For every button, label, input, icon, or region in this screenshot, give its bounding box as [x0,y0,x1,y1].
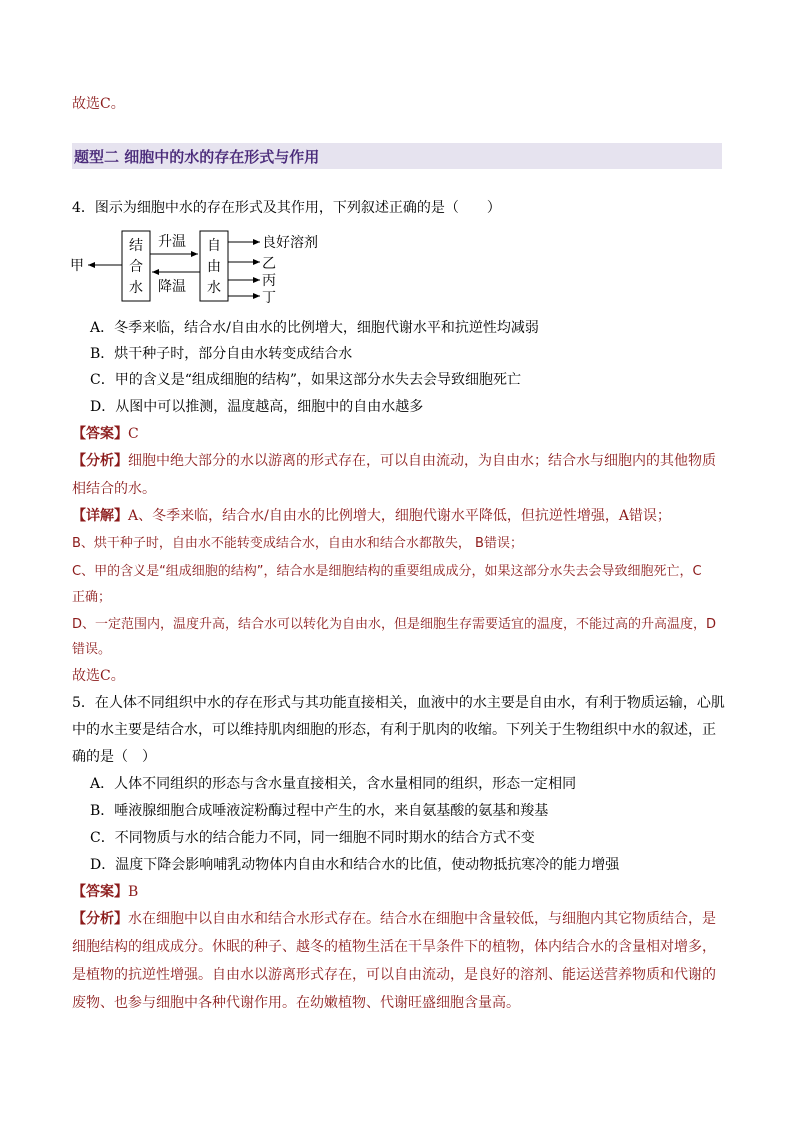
free-water-char-1: 自 [207,238,221,254]
q4-analysis [72,452,716,470]
answer-tag: 【答案】 [72,426,128,442]
q4-option-d: D．从图中可以推测，温度越高，细胞中的自由水越多 [90,399,424,415]
q4-stem: 4．图示为细胞中水的存在形式及其作用，下列叙述正确的是（ ） [72,200,501,216]
label-heating: 升温 [158,234,186,250]
free-water-char-2: 由 [207,259,221,275]
q4-detail-c-cont: 正确； [72,590,112,605]
q4-analysis-cont: 相结合的水。 [72,481,156,497]
detail-tag: 【详解】 [72,508,128,524]
analysis-tag: 【分析】 [72,911,128,927]
section-title: 题型二 细胞中的水的存在形式与作用 [74,148,320,166]
q5-option-a: A．人体不同组织的形态与含水量直接相关，含水量相同的组织，形态一定相同 [90,776,577,792]
free-water-char-3: 水 [207,280,221,296]
q5-option-b: B．唾液腺细胞合成唾液淀粉酶过程中产生的水，来自氨基酸的氨基和羧基 [90,803,549,819]
q4-detail-c: C、甲的含义是“组成细胞的结构”，结合水是细胞结构的重要组成成分，如果这部分水失去会导致细胞死亡，C [72,564,702,579]
bound-water-char-3: 水 [129,280,143,296]
q4-detail [72,507,671,525]
answer-value: B [128,884,139,900]
bound-water-char-1: 结 [129,238,143,254]
diagram-label-jia: 甲 [70,258,84,274]
label-cooling: 降温 [158,279,186,295]
q5-analysis-2: 细胞结构的组成成分。休眠的种子、越冬的植物生活在干旱条件下的植物，体内结合水的含量相对增多， [72,939,716,955]
q4-detail-b: B、烘干种子时，自由水不能转变成结合水，自由水和结合水都散失， B错误； [72,536,523,551]
q4-detail-d-cont: 错误。 [72,642,112,657]
bound-water-char-2: 合 [129,259,143,275]
q4-detail-d: D、一定范围内，温度升高，结合水可以转化为自由水，但是细胞生存需要适宜的温度，不能过高的升高温度，D [72,617,717,632]
q5-option-c: C．不同物质与水的结合能力不同，同一细胞不同时期水的结合方式不变 [90,830,535,846]
q5-stem-3: 确的是（ ） [72,749,156,765]
answer-tag: 【答案】 [72,884,128,900]
q5-analysis-3: 是植物的抗逆性增强。自由水以游离形式存在，可以自由流动，是良好的溶剂、能运送营养物质和代谢的 [72,967,716,983]
q4-answer [72,425,139,443]
q4-option-b: B．烘干种子时，部分自由水转变成结合水 [90,346,353,362]
q5-analysis [72,910,716,928]
q5-analysis-4: 废物、也参与细胞中各种代谢作用。在幼嫩植物、代谢旺盛细胞含量高。 [72,995,520,1011]
q5-answer [72,883,138,901]
detail-text: A、冬季来临，结合水/自由水的比例增大，细胞代谢水平降低，但抗逆性增强，A错误； [128,508,671,524]
out-label-ding: 丁 [262,290,276,306]
q5-stem-1: 5．在人体不同组织中水的存在形式与其功能直接相关，血液中的水主要是自由水，有利于物质运输，心肌 [72,695,725,711]
analysis-text: 细胞中绝大部分的水以游离的形式存在，可以自由流动，为自由水；结合水与细胞内的其他物质 [128,453,716,469]
q5-option-d: D．温度下降会影响哺乳动物体内自由水和结合水的比值，使动物抵抗寒冷的能力增强 [90,857,620,873]
analysis-tag: 【分析】 [72,453,128,469]
out-label-bing: 丙 [262,273,276,289]
out-label-solvent: 良好溶剂 [262,235,318,251]
answer-value: C [128,426,139,442]
out-label-yi: 乙 [262,256,276,272]
q4-option-a: A．冬季来临，结合水/自由水的比例增大，细胞代谢水平和抗逆性均减弱 [90,320,539,336]
water-diagram [70,228,340,308]
previous-conclusion: 故选C。 [72,96,125,112]
q4-conclusion: 故选C。 [72,668,125,684]
q5-stem-2: 中的水主要是结合水，可以维持肌肉细胞的形态，有利于肌肉的收缩。下列关于生物组织中水的叙述，正 [72,722,716,738]
analysis-text: 水在细胞中以自由水和结合水形式存在。结合水在细胞中含量较低，与细胞内其它物质结合，是 [128,911,716,927]
q4-option-c: C．甲的含义是“组成细胞的结构”，如果这部分水失去会导致细胞死亡 [90,372,522,388]
